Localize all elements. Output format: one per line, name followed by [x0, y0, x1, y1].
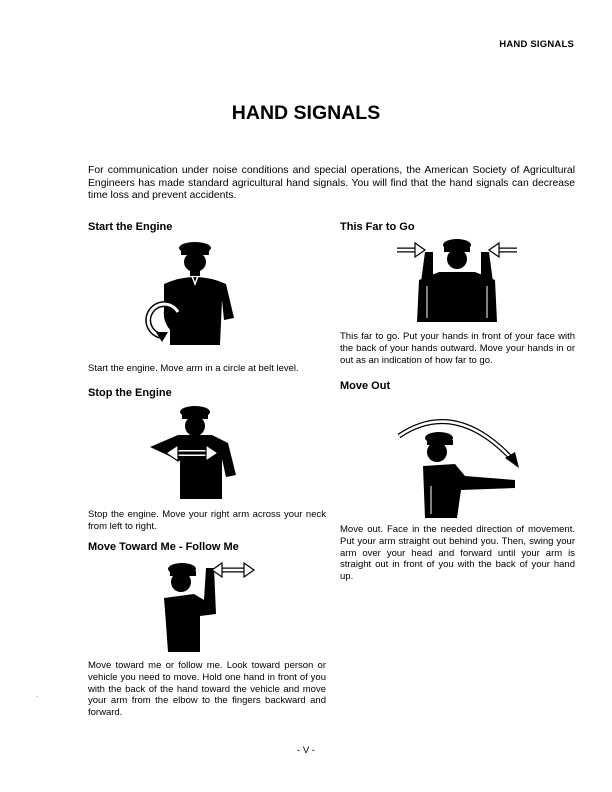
this-far-figure: [395, 238, 520, 323]
page-number: - V -: [297, 745, 315, 756]
scan-speck: .: [36, 690, 39, 699]
start-engine-figure: [140, 240, 250, 360]
move-out-heading: Move Out: [340, 380, 391, 392]
page-title: HAND SIGNALS: [231, 102, 381, 124]
move-toward-heading: Move Toward Me - Follow Me: [88, 541, 239, 553]
move-toward-figure: [160, 560, 260, 655]
start-engine-text: Start the engine. Move arm in a circle at belt level.: [88, 363, 299, 374]
start-engine-heading: Start the Engine: [88, 221, 173, 233]
this-far-heading: This Far to Go: [340, 221, 415, 233]
move-toward-text: Move toward me or follow me. Look toward person or vehicle you need to move. Hold one hand in front of you with the back of the hand toward the vehicle and move your arm from the elbow to the fingers backward and forward.: [88, 660, 326, 719]
move-out-text: Move out. Face in the needed direction of movement. Put your arm straight out behind you. Then, swing your arm over your head and forward until your arm is straight out in front of you with the back of your hand up.: [340, 524, 575, 583]
intro-paragraph: For communication under noise conditions and special operations, the American Society of Agricultural Engineers has made standard agricultural hand signals. You will find that the hand signals can decrease time loss and prevent accidents.: [88, 165, 575, 202]
stop-engine-text: Stop the engine. Move your right arm across your neck from left to right.: [88, 509, 326, 532]
stop-engine-figure: [148, 405, 243, 500]
running-header: HAND SIGNALS: [499, 39, 574, 50]
stop-engine-heading: Stop the Engine: [88, 387, 172, 399]
this-far-text: This far to go. Put your hands in front of your face with the back of your hands outward. Move your hands in or out as an indication of how far to go.: [340, 331, 575, 366]
move-out-figure: [395, 410, 520, 520]
